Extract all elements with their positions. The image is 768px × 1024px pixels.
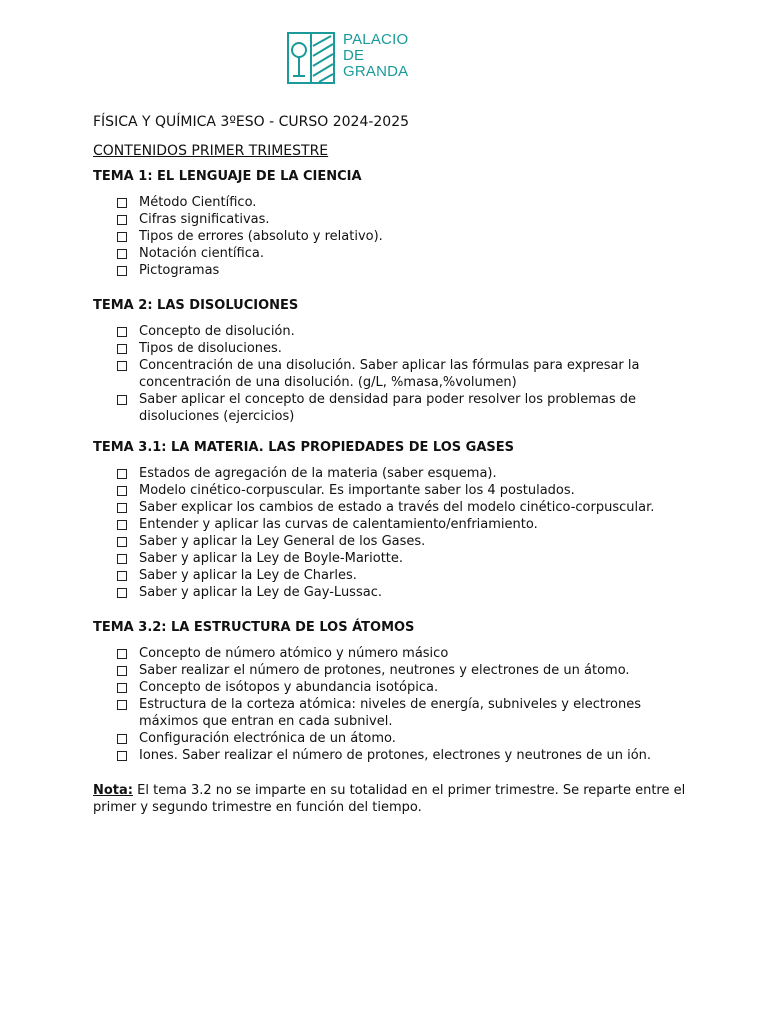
- checklist-item: [93, 465, 693, 482]
- logo-line-1: PALACIO: [343, 31, 409, 48]
- checklist-item-text: Saber y aplicar la Ley de Gay-Lussac.: [139, 585, 382, 600]
- checkbox-icon: [117, 588, 127, 598]
- checkbox-icon: [117, 503, 127, 513]
- checkbox-icon: [117, 486, 127, 496]
- checkbox-icon: [117, 537, 127, 547]
- checklist-item: [93, 567, 693, 584]
- checklist-item: [93, 323, 693, 340]
- logo-line-3: GRANDA: [343, 63, 409, 80]
- document-body: [93, 112, 693, 829]
- checklist-item-text: Concepto de número atómico y número másico: [139, 646, 449, 661]
- checkbox-icon: [117, 649, 127, 659]
- checkbox-icon: [117, 571, 127, 581]
- checklist-item-text: Saber y aplicar la Ley General de los Gases.: [139, 534, 426, 549]
- checklist-item: [93, 262, 693, 279]
- checklist-item: [93, 245, 693, 262]
- checklist-item: [93, 747, 693, 764]
- checklist-item: [93, 730, 693, 747]
- checklist-item: [93, 211, 693, 228]
- document-subtitle: CONTENIDOS PRIMER TRIMESTRE: [93, 143, 329, 159]
- checklist-item-text: Saber realizar el número de protones, neutrones y electrones de un átomo.: [139, 663, 630, 678]
- checklist-item: [93, 679, 693, 696]
- checklist-item: [93, 662, 693, 679]
- checkbox-icon: [117, 266, 127, 276]
- palacio-de-granda-logo-icon: [287, 32, 335, 84]
- checklist-item: [93, 391, 693, 425]
- checklist-item-text: Tipos de disoluciones.: [139, 341, 282, 356]
- checklist-item: [93, 696, 693, 730]
- checklist-item-text: Saber explicar los cambios de estado a través del modelo cinético-corpuscular.: [139, 500, 655, 515]
- checkbox-icon: [117, 469, 127, 479]
- checklist-item: [93, 228, 693, 245]
- checkbox-icon: [117, 361, 127, 371]
- checklist-item-text: Concentración de una disolución. Saber aplicar las fórmulas para expresar la concentración de una disolución. (g/L, %masa,%volumen): [139, 358, 640, 390]
- checkbox-icon: [117, 683, 127, 693]
- checklist-item: [93, 340, 693, 357]
- checkbox-icon: [117, 198, 127, 208]
- section-heading-tema-1: TEMA 1: EL LENGUAJE DE LA CIENCIA: [93, 169, 362, 184]
- checklist-item: [93, 550, 693, 567]
- checklist-item-text: Pictogramas: [139, 263, 220, 278]
- checklist-item-text: Saber aplicar el concepto de densidad para poder resolver los problemas de disoluciones (ejercicios): [139, 392, 637, 424]
- checklist-item-text: Tipos de errores (absoluto y relativo).: [139, 229, 383, 244]
- checklist-item: [93, 194, 693, 211]
- checklist-item-text: Estados de agregación de la materia (saber esquema).: [139, 466, 497, 481]
- section-heading-tema-3-1: TEMA 3.1: LA MATERIA. LAS PROPIEDADES DE LOS GASES: [93, 440, 515, 455]
- logo-line-2: DE: [343, 47, 365, 64]
- section-list-tema-3-1: [93, 465, 693, 601]
- checkbox-icon: [117, 520, 127, 530]
- checkbox-icon: [117, 344, 127, 354]
- note-text: El tema 3.2 no se imparte en su totalidad en el primer trimestre. Se reparte entre el primer y segundo trimestre en función del tiempo.: [93, 783, 686, 815]
- checkbox-icon: [117, 249, 127, 259]
- footnote: [93, 782, 693, 816]
- checklist-item-text: Configuración electrónica de un átomo.: [139, 731, 396, 746]
- note-label: Nota:: [93, 783, 133, 798]
- school-logo: [287, 32, 408, 84]
- checkbox-icon: [117, 666, 127, 676]
- checklist-item-text: Saber y aplicar la Ley de Boyle-Mariotte.: [139, 551, 404, 566]
- checkbox-icon: [117, 734, 127, 744]
- section-list-tema-2: [93, 323, 693, 425]
- checklist-item-text: Entender y aplicar las curvas de calentamiento/enfriamiento.: [139, 517, 538, 532]
- checklist-item-text: Concepto de isótopos y abundancia isotópica.: [139, 680, 439, 695]
- checklist-item: [93, 357, 693, 391]
- checklist-item-text: Modelo cinético-corpuscular. Es importante saber los 4 postulados.: [139, 483, 575, 498]
- checkbox-icon: [117, 700, 127, 710]
- checklist-item: [93, 584, 693, 601]
- checkbox-icon: [117, 751, 127, 761]
- checkbox-icon: [117, 395, 127, 405]
- checklist-item: [93, 533, 693, 550]
- checklist-item-text: Notación científica.: [139, 246, 264, 261]
- checkbox-icon: [117, 215, 127, 225]
- checklist-item-text: Iones. Saber realizar el número de protones, electrones y neutrones de un ión.: [139, 748, 652, 763]
- section-heading-tema-3-2: TEMA 3.2: LA ESTRUCTURA DE LOS ÁTOMOS: [93, 620, 415, 635]
- checklist-item: [93, 499, 693, 516]
- section-heading-tema-2: TEMA 2: LAS DISOLUCIONES: [93, 298, 299, 313]
- section-list-tema-3-2: [93, 645, 693, 764]
- logo-wordmark: [343, 32, 408, 80]
- checkbox-icon: [117, 554, 127, 564]
- document-title: FÍSICA Y QUÍMICA 3ºESO - CURSO 2024-2025: [93, 114, 410, 130]
- checkbox-icon: [117, 327, 127, 337]
- checklist-item-text: Estructura de la corteza atómica: niveles de energía, subniveles y electrones máximos que entran en cada subnivel.: [139, 697, 641, 729]
- checklist-item-text: Cifras significativas.: [139, 212, 270, 227]
- checklist-item: [93, 482, 693, 499]
- checklist-item: [93, 645, 693, 662]
- checklist-item-text: Método Científico.: [139, 195, 257, 210]
- section-list-tema-1: [93, 194, 693, 279]
- checklist-item: [93, 516, 693, 533]
- checklist-item-text: Saber y aplicar la Ley de Charles.: [139, 568, 357, 583]
- checklist-item-text: Concepto de disolución.: [139, 324, 295, 339]
- checkbox-icon: [117, 232, 127, 242]
